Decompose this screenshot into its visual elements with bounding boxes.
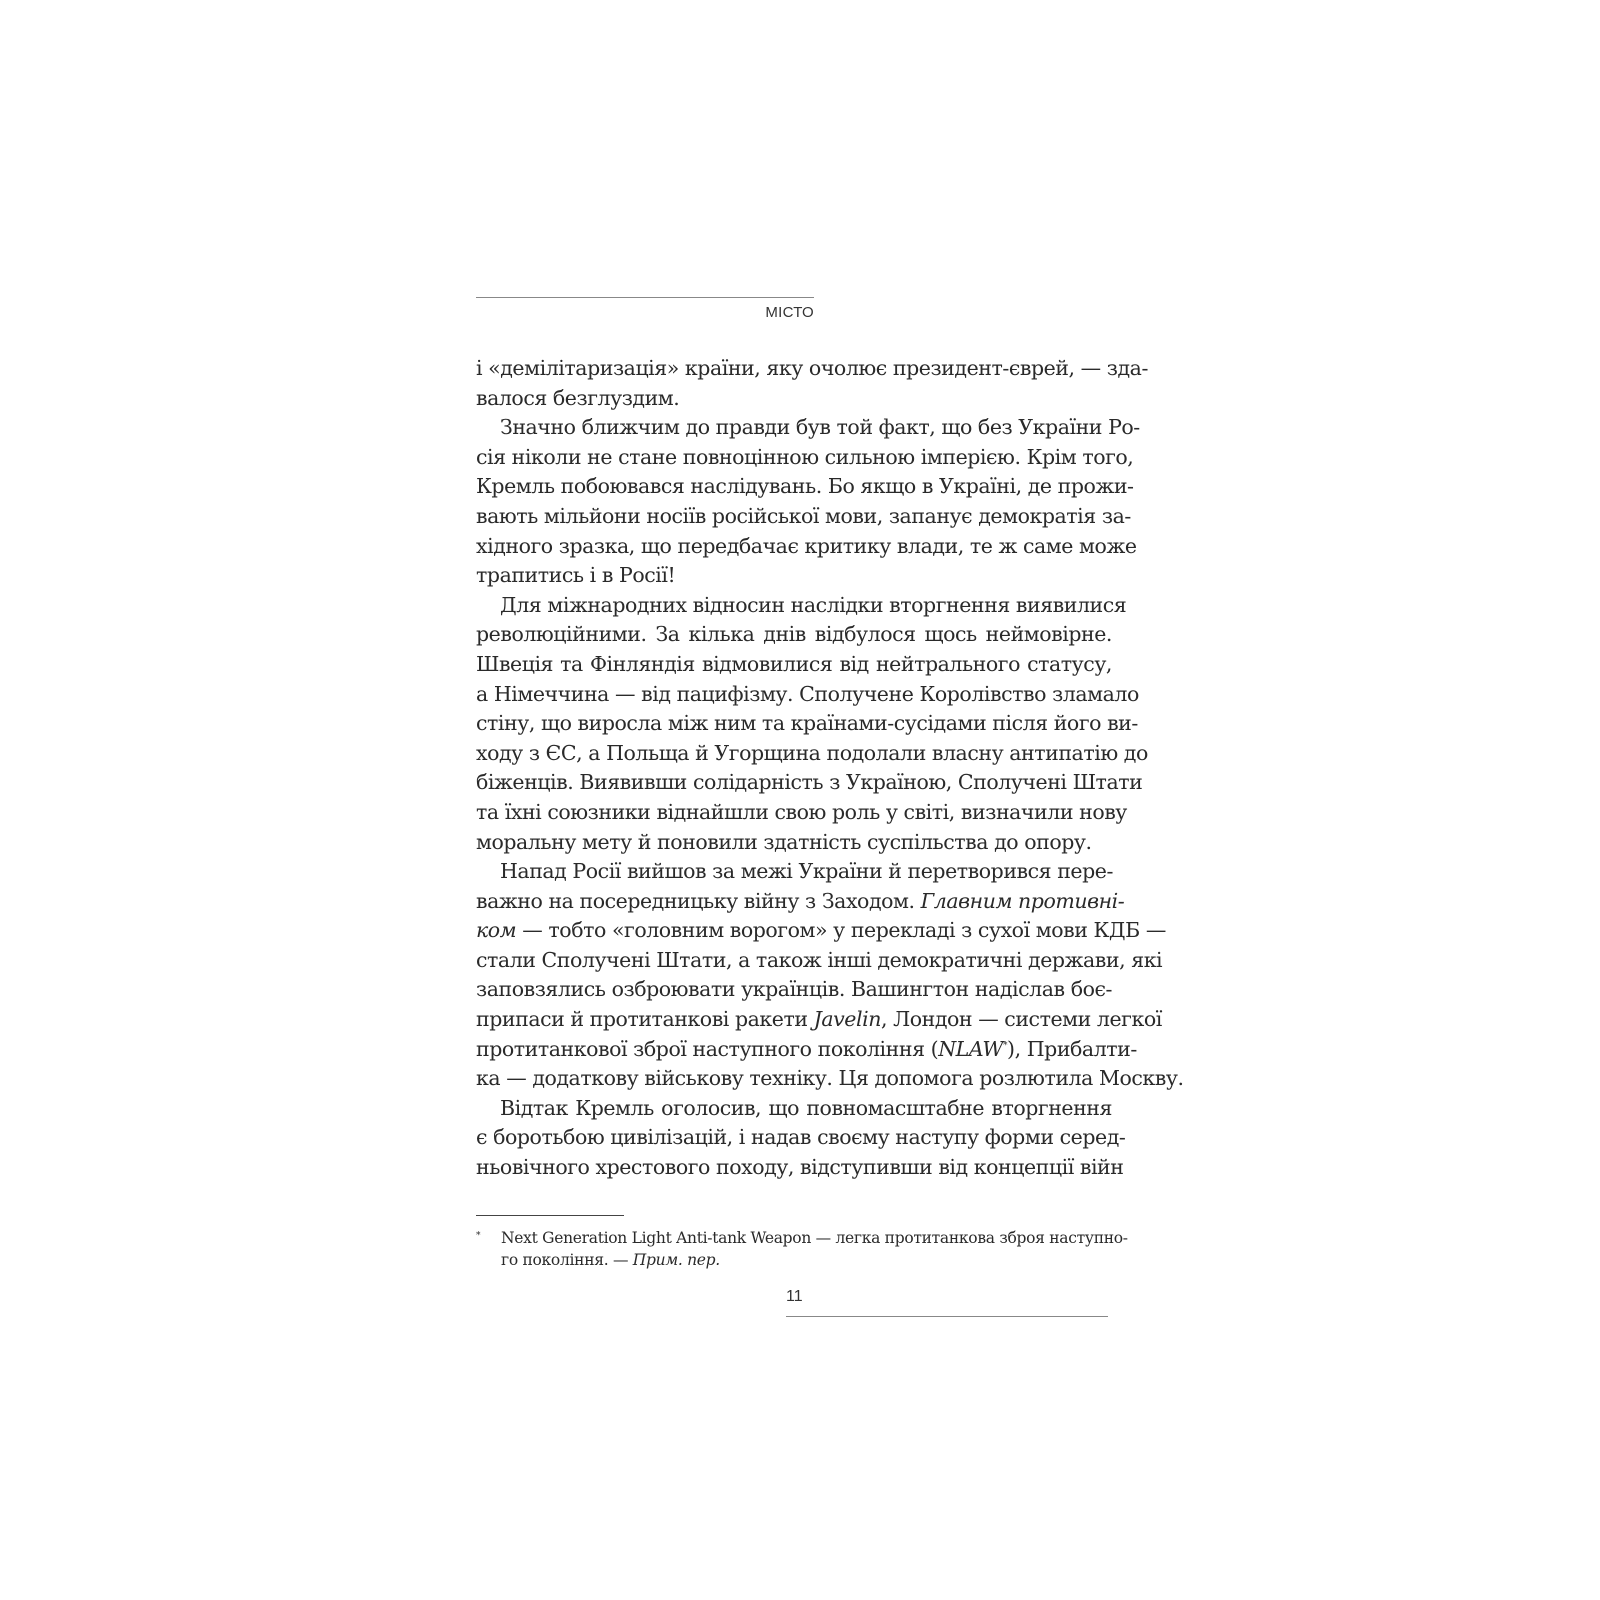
body-text [476, 354, 1184, 1183]
italic-term: NLAW [938, 1036, 1003, 1061]
running-title: МІСТО [765, 304, 814, 321]
text-line: революційними. За кілька днів відбулося щось неймовірне. [476, 622, 1112, 647]
italic-term: ком [476, 918, 517, 943]
text-line: є боротьбою цивілізацій, і надав своєму наступу форми серед- [476, 1125, 1126, 1150]
text-line: Значно ближчим до правди був той факт, що без України Ро- [500, 415, 1140, 440]
header-rule [476, 297, 814, 298]
footer-rule [786, 1316, 1108, 1317]
text-line-mixed [476, 1035, 1137, 1065]
text-line: Швеція та Фінляндія відмовилися від нейтрального статусу, [476, 651, 1112, 676]
text-run: важно на посередницьку війну з Заходом. [476, 888, 915, 913]
text-line: сія ніколи не стане повноцінною сильною імперією. Крім того, [476, 444, 1134, 469]
text-line: і «демілітаризація» країни, яку очолює президент-єврей, — зда- [476, 356, 1148, 380]
text-line: ходу з ЄС, а Польща й Угорщина подолали власну антипатію до [476, 740, 1148, 765]
text-run: , Лондон — системи легкої [880, 1007, 1162, 1032]
text-line: вають мільйони носіїв російської мови, запанує демократія за- [476, 503, 1131, 528]
text-line: стали Сполучені Штати, а також інші демократичні держави, які [476, 947, 1163, 972]
text-line: моральну мету й поновили здатність суспільства до опору. [476, 829, 1092, 854]
text-run: ), Прибалти- [1007, 1036, 1137, 1061]
text-line-mixed [476, 1005, 1162, 1035]
paragraph-4 [476, 857, 1184, 1094]
text-line: ка — додаткову військову техніку. Ця допомога розлютила Москву. [476, 1066, 1184, 1091]
footnote [476, 1227, 1128, 1271]
text-run: припаси й протитанкові ракети [476, 1007, 808, 1032]
text-line: біженців. Виявивши солідарність з Україною, Сполучені Штати [476, 770, 1143, 795]
paragraph-3 [476, 591, 1148, 857]
text-line: Відтак Кремль оголосив, що повномасштабне вторгнення [500, 1095, 1112, 1120]
text-line: ньовічного хрестового походу, відступивши від концепції війн [476, 1155, 1124, 1180]
text-line: Для міжнародних відносин наслідки вторгнення виявилися [500, 592, 1127, 617]
page-number: 11 [786, 1288, 803, 1305]
footnote-ref: * [1002, 1040, 1008, 1051]
footnote-line [501, 1249, 1112, 1271]
text-line: стіну, що виросла між ним та країнами-сусідами після його ви- [476, 711, 1138, 736]
text-line: та їхні союзники віднайшли свою роль у світі, визначили нову [476, 799, 1127, 824]
italic-term: Главним противні- [920, 888, 1125, 913]
footnote-marker: * [476, 1231, 481, 1241]
text-line: трапитись і в Росії! [476, 563, 676, 588]
paragraph-2 [476, 413, 1140, 591]
text-line: заповзялись озброювати українців. Вашингтон надіслав боє- [476, 977, 1112, 1002]
text-line: Напад Росії вийшов за межі України й перетворився пере- [500, 859, 1113, 884]
footnote-body [501, 1227, 1128, 1271]
italic-term: Javelin [813, 1007, 881, 1032]
text-run: протитанкової зброї наступного покоління ( [476, 1036, 939, 1061]
text-line-mixed [476, 887, 1125, 917]
text-line-mixed [476, 916, 1166, 946]
text-run: го покоління. — [501, 1251, 633, 1269]
text-line: Кремль побоювався наслідувань. Бо якщо в Україні, де прожи- [476, 474, 1134, 499]
paragraph-1 [476, 354, 1148, 413]
text-line: хідного зразка, що передбачає критику влади, те ж саме може [476, 533, 1137, 558]
text-line: а Німеччина — від пацифізму. Сполучене Королівство зламало [476, 681, 1139, 706]
footnote-line: Next Generation Light Anti-tank Weapon — легка протитанкова зброя наступно- [501, 1229, 1128, 1247]
text-run: — тобто «головним ворогом» у перекладі з сухої мови КДБ — [516, 918, 1166, 943]
italic-note: Прим. пер. [632, 1251, 720, 1269]
text-line: валося безглуздим. [476, 385, 680, 410]
paragraph-5 [476, 1094, 1126, 1183]
footnote-rule [476, 1215, 624, 1216]
